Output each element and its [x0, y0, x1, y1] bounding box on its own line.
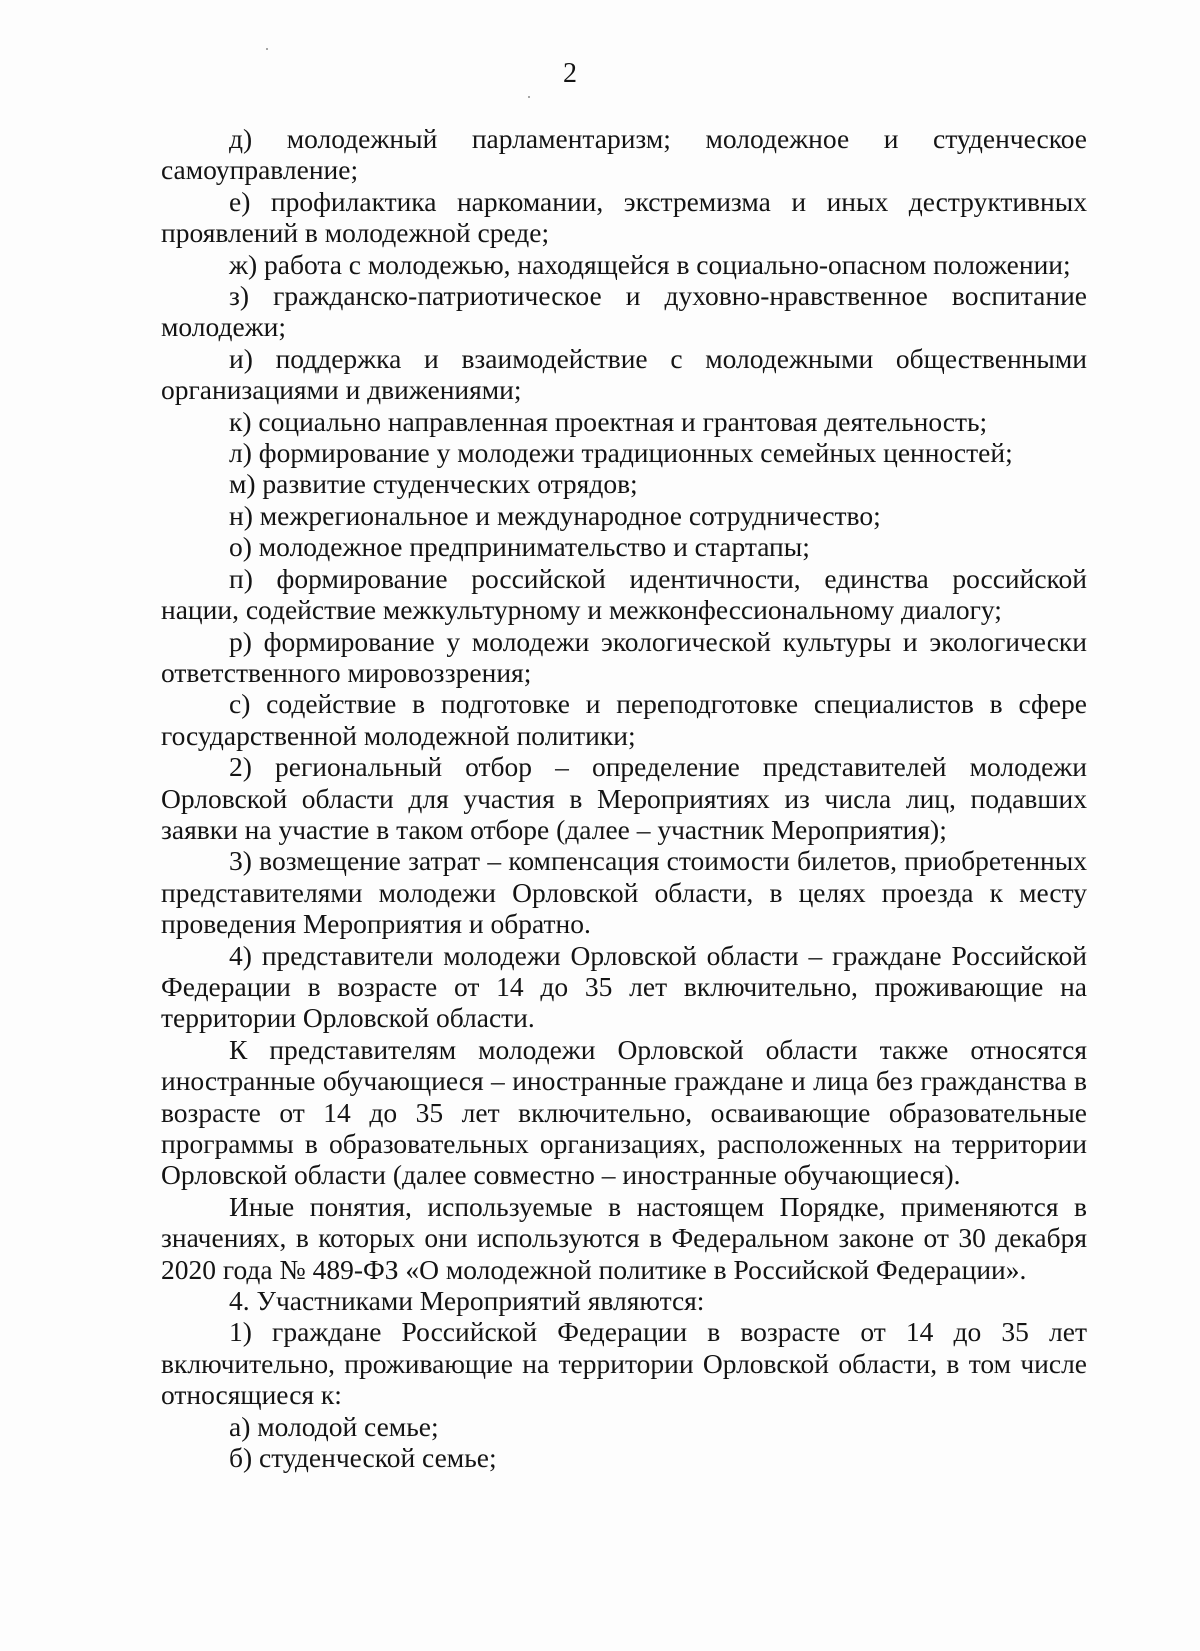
list-item-p: п) формирование российской идентичности, единства российской нации, содействие межкультурному и межконфессиональному диалогу;: [161, 562, 1087, 626]
participants-item-1: 1) граждане Российской Федерации в возрасте от 14 до 35 лет включительно, проживающие на территории Орловской области, в том числе относящиеся к:: [161, 1316, 1087, 1411]
list-item-l: л) формирование у молодежи традиционных семейных ценностей;: [229, 437, 1013, 469]
document-body: [161, 123, 1087, 1473]
list-item-r: р) формирование у молодежи экологической культуры и экологически ответственного мировоззрения;: [161, 625, 1087, 688]
paragraph-other-terms: Иные понятия, используемые в настоящем Порядке, применяются в значениях, в которых они используются в Федеральном законе от 30 декабря 2020 года № 489-ФЗ «О молодежной политике в Российской Федерации».: [161, 1190, 1087, 1285]
list-item-i: и) поддержка и взаимодействие с молодежными общественными организациями и движениями;: [161, 342, 1087, 406]
list-item-k: к) социально направленная проектная и грантовая деятельность;: [229, 405, 988, 437]
list-item-s: с) содействие в подготовке и переподготовке специалистов в сфере государственной молодежной политики;: [161, 688, 1087, 751]
paragraph-foreign-students: К представителям молодежи Орловской области также относятся иностранные обучающиеся – иностранные граждане и лица без гражданства в возрасте от 14 до 35 лет включительно, осваивающие образовательные программы в образовательных организациях, расположенных на территории Орловской области (далее совместно – иностранные обучающиеся).: [161, 1033, 1087, 1191]
list-item-o: о) молодежное предпринимательство и стартапы;: [229, 531, 810, 563]
scan-speck: [266, 48, 268, 50]
list-item-z: з) гражданско-патриотическое и духовно-нравственное воспитание молодежи;: [161, 280, 1087, 343]
section-4-heading: 4. Участниками Мероприятий являются:: [229, 1285, 705, 1317]
participants-subitem-a: а) молодой семье;: [229, 1410, 439, 1442]
page-number: 2: [563, 58, 577, 89]
scan-speck: [528, 96, 530, 98]
list-item-zh: ж) работа с молодежью, находящейся в социально-опасном положении;: [229, 248, 1071, 280]
participants-subitem-b: б) студенческой семье;: [229, 1442, 497, 1474]
list-item-e: е) профилактика наркомании, экстремизма и иных деструктивных проявлений в молодежной среде;: [161, 185, 1087, 249]
definition-regional-selection: 2) региональный отбор – определение представителей молодежи Орловской области для участия в Мероприятиях из числа лиц, подавших заявки на участие в таком отборе (далее – участник Мероприятия);: [161, 751, 1087, 845]
list-item-m: м) развитие студенческих отрядов;: [229, 468, 638, 500]
definition-cost-reimbursement: 3) возмещение затрат – компенсация стоимости билетов, приобретенных представителями молодежи Орловской области, в целях проезда к месту проведения Мероприятия и обратно.: [161, 845, 1087, 940]
definition-youth-representatives: 4) представители молодежи Орловской области – граждане Российской Федерации в возрасте от 14 до 35 лет включительно, проживающие на территории Орловской области.: [161, 939, 1087, 1034]
list-item-d: д) молодежный парламентаризм; молодежное и студенческое самоуправление;: [161, 123, 1087, 186]
list-item-n: н) межрегиональное и международное сотрудничество;: [229, 499, 881, 531]
